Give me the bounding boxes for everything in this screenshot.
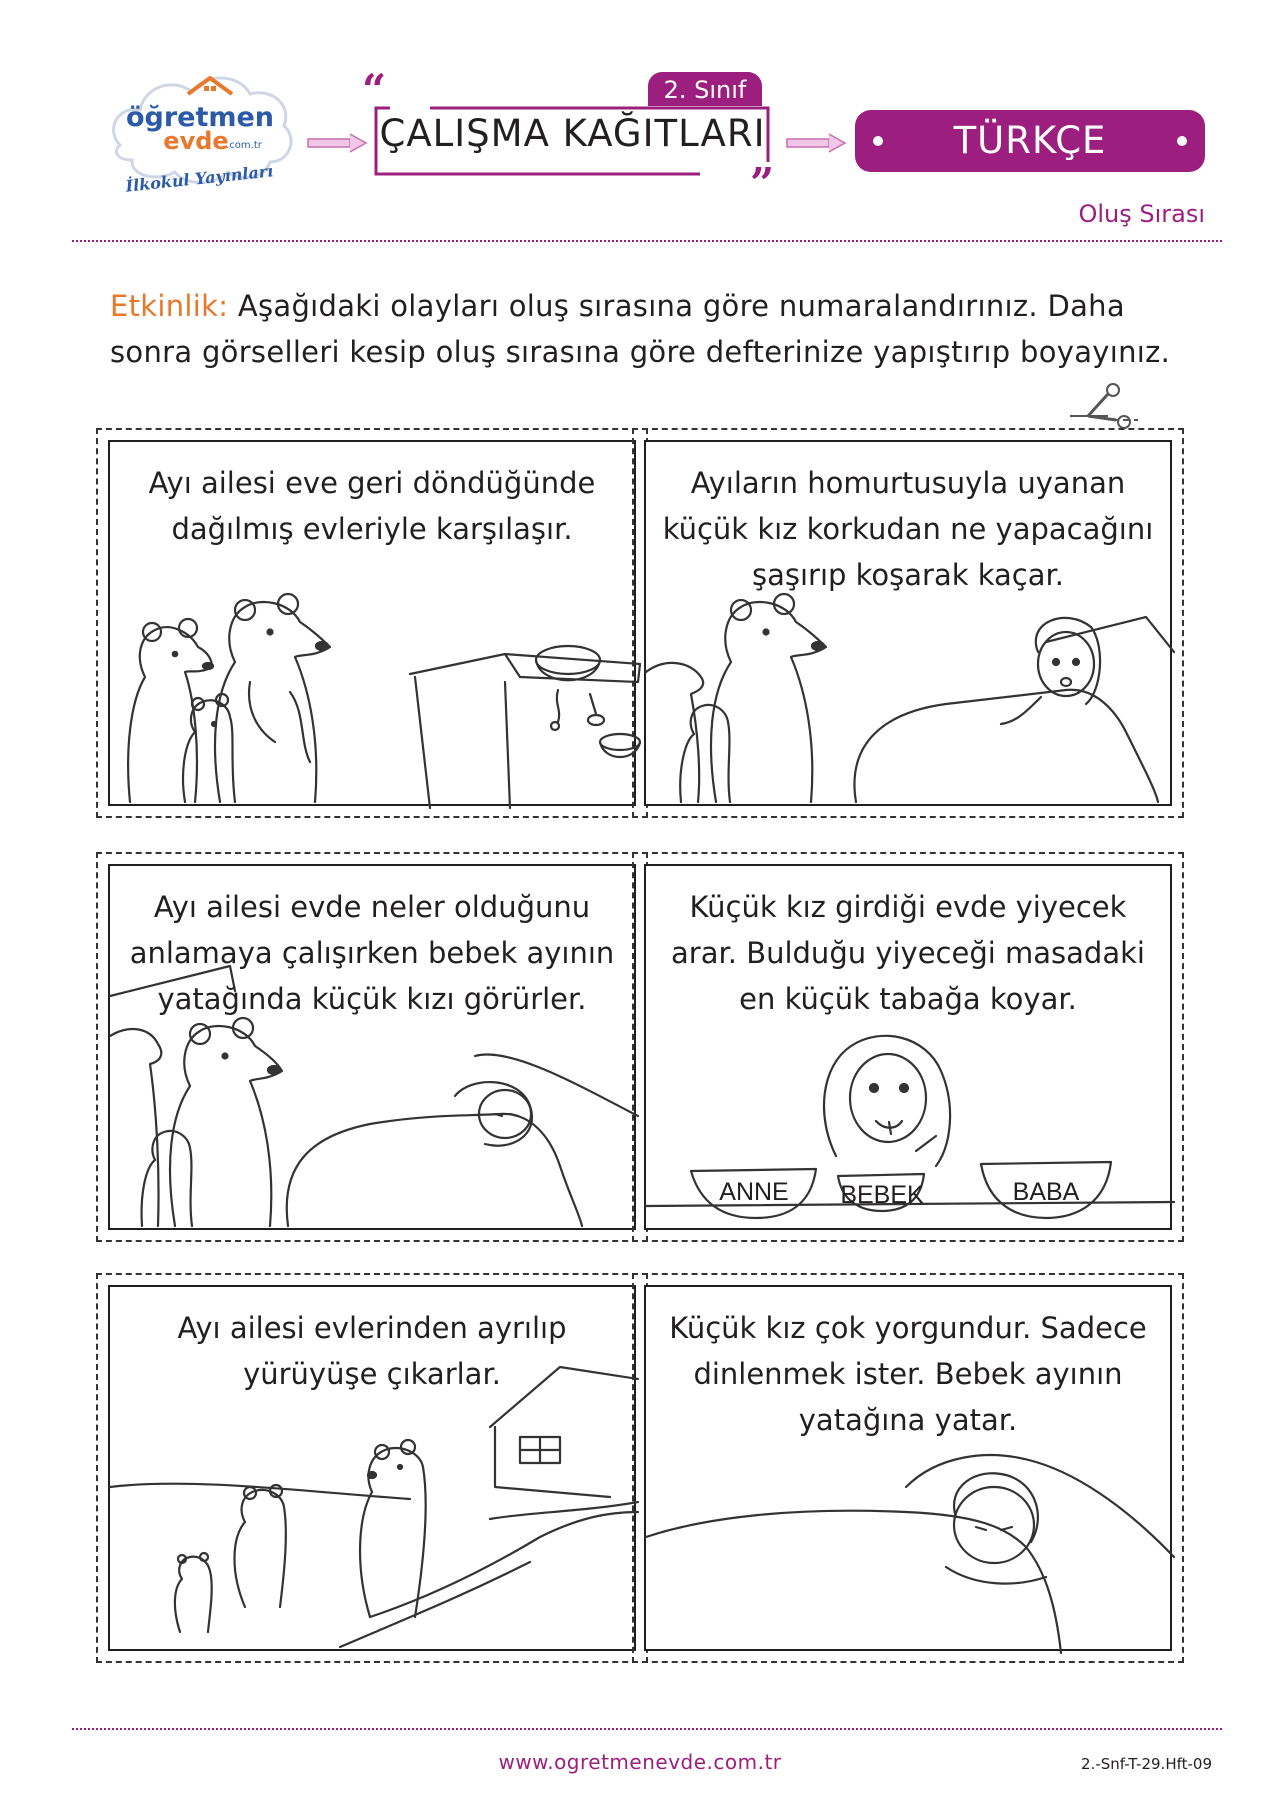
instruction — [110, 283, 1180, 375]
card-text: Ayı ailesi evde neler olduğunu anlamaya çalışırken bebek ayının yatağında küçük kızı görürler. — [129, 890, 615, 1016]
card-text: Ayı ailesi eve geri döndüğünde dağılmış evleriyle karşılaşır. — [148, 466, 596, 546]
page-title: ÇALIŞMA KAĞITLARI — [379, 112, 766, 155]
card-frame — [108, 1285, 636, 1651]
card-frame — [108, 864, 636, 1230]
topic-label: Oluş Sırası — [1078, 200, 1205, 228]
arrow-icon — [306, 132, 368, 154]
bowl-label-mother: ANNE — [719, 1178, 789, 1206]
instruction-text: Aşağıdaki olayları oluş sırasına göre numaralandırınız. Daha sonra görselleri kesip oluş sırasına göre defterinize yapıştırıp boyayınız. — [110, 289, 1171, 369]
arrow-icon — [785, 132, 847, 154]
story-card-1 — [96, 428, 648, 818]
card-frame — [644, 1285, 1172, 1651]
card-frame — [644, 440, 1172, 806]
subject-badge: TÜRKÇE — [855, 110, 1205, 172]
bowl-label-baby: BEBEK — [840, 1181, 924, 1209]
publisher-logo — [100, 60, 300, 210]
logo-line2: evde — [163, 127, 229, 155]
card-text: Ayıların homurtusuyla uyanan küçük kız korkudan ne yapacağını şaşırıp koşarak kaçar. — [662, 466, 1154, 592]
card-text: Küçük kız girdiği evde yiyecek arar. Bulduğu yiyeceği masadaki en küçük tabağa koyar. — [671, 890, 1145, 1016]
bullet-icon — [1177, 136, 1187, 146]
document-code: 2.-Snf-T-29.Hft-09 — [1081, 1755, 1212, 1773]
bullet-icon — [873, 136, 883, 146]
instruction-label: Etkinlik: — [110, 289, 229, 323]
footer-url[interactable]: www.ogretmenevde.com.tr — [498, 1750, 782, 1774]
svg-text:“: “ — [362, 65, 387, 114]
card-frame — [108, 440, 636, 806]
story-card-2 — [632, 428, 1184, 818]
story-card-5 — [96, 1273, 648, 1663]
card-frame — [644, 864, 1172, 1230]
story-card-3 — [96, 852, 648, 1242]
scissors-icon — [1068, 380, 1138, 432]
grade-tab: 2. Sınıf — [648, 72, 762, 106]
logo-slogan: İlkokul Yayınları — [124, 161, 275, 196]
divider — [72, 1728, 1222, 1730]
logo-line1: öğretmen — [125, 102, 275, 133]
story-card-6 — [632, 1273, 1184, 1663]
bowl-label-father: BABA — [1012, 1178, 1080, 1206]
card-text: Küçük kız çok yorgundur. Sadece dinlenmek ister. Bebek ayının yatağına yatar. — [669, 1311, 1147, 1437]
logo-domain: .com.tr — [226, 140, 262, 151]
divider — [72, 240, 1222, 242]
card-text: Ayı ailesi evlerinden ayrılıp yürüyüşe çıkarlar. — [177, 1311, 567, 1391]
story-card-4 — [632, 852, 1184, 1242]
svg-text:”: ” — [750, 159, 775, 208]
